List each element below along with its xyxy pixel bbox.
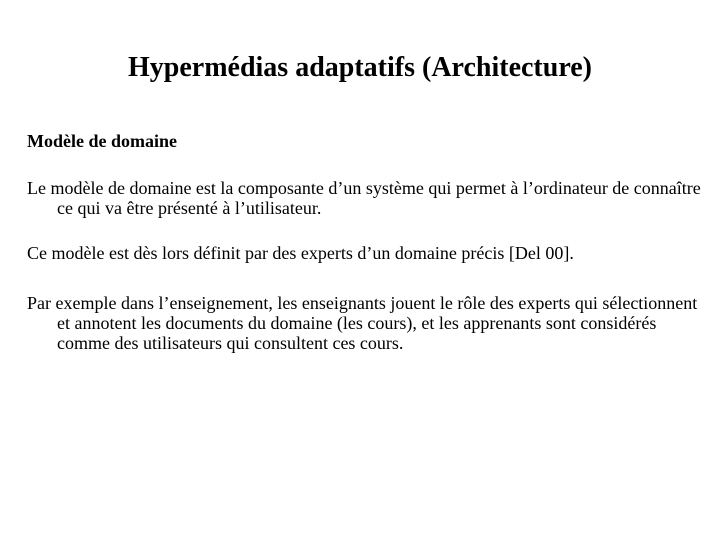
paragraph-domain-model-definition: Le modèle de domaine est la composante d’un système qui permet à l’ordinateur de connaître ce qui va être présenté à l’utilisateur. xyxy=(27,178,701,218)
slide-title: Hypermédias adaptatifs (Architecture) xyxy=(128,52,592,83)
paragraph-teaching-example: Par exemple dans l’enseignement, les enseignants jouent le rôle des experts qui sélectionnent et annotent les documents du domaine (les cours), et les apprenants sont considérés comme des utilisateurs qui consultent ces cours. xyxy=(27,293,698,353)
section-heading: Modèle de domaine xyxy=(27,131,177,151)
paragraph-experts: Ce modèle est dès lors définit par des experts d’un domaine précis [Del 00]. xyxy=(27,243,574,263)
